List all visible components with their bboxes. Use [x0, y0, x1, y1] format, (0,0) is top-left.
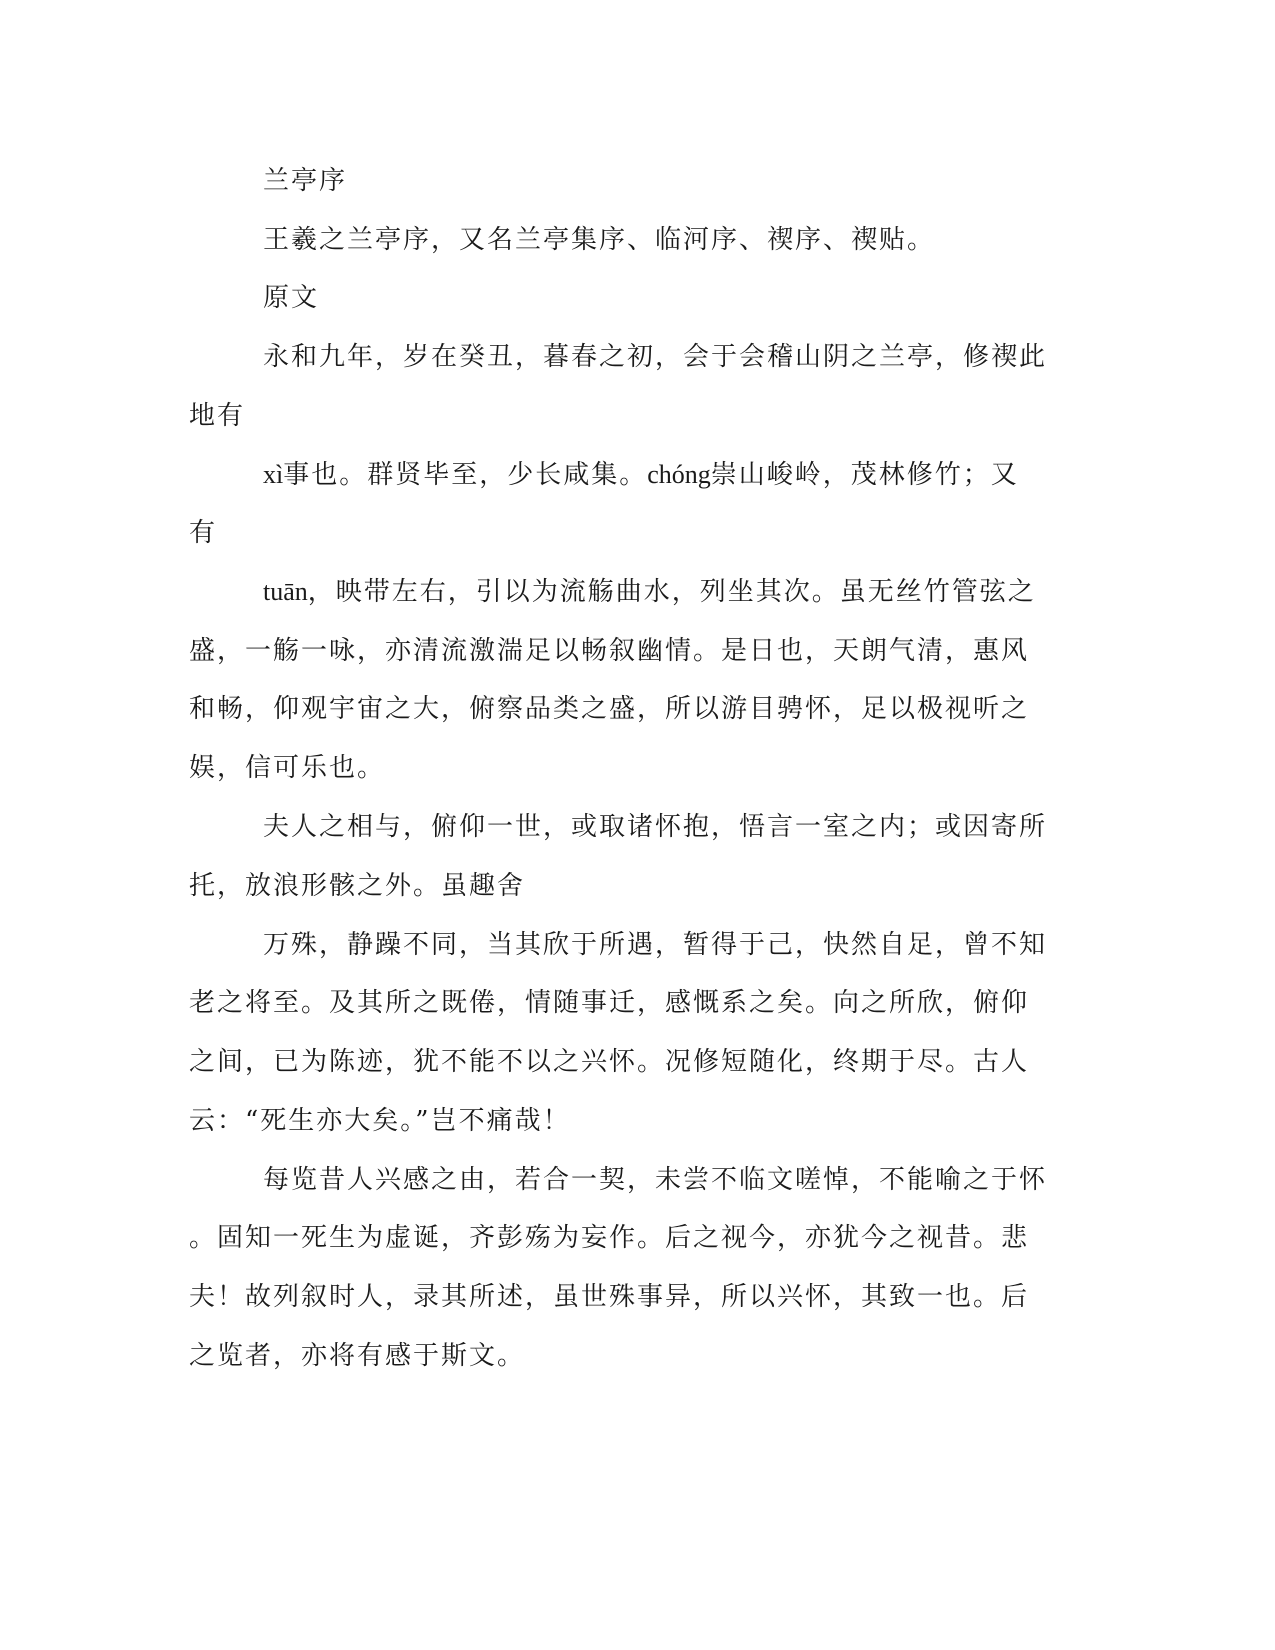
document-title: 兰亭序: [263, 166, 348, 196]
text-segment: 事也。群贤毕至，少长咸集。: [283, 460, 648, 490]
section-heading: 原文: [263, 283, 320, 313]
text-line: 夫！故列叙时人，录其所述，虽世殊事异，所以兴怀，其致一也。后: [189, 1282, 1030, 1312]
text-line: 老之将至。及其所之既倦，情随事迁，感慨系之矣。向之所欣，俯仰: [189, 988, 1030, 1018]
text-line: 之间，已为陈迹，犹不能不以之兴怀。况修短随化，终期于尽。古人: [189, 1047, 1030, 1077]
text-line: 地有: [189, 401, 246, 431]
text-line: 永和九年，岁在癸丑，暮春之初，会于会稽山阴之兰亭，修禊此: [263, 342, 1048, 372]
text-line: 每览昔人兴感之由，若合一契，未尝不临文嗟悼，不能喻之于怀: [263, 1165, 1048, 1195]
text-segment: ，映带左右，引以为流觞曲水，列坐其次。虽无丝竹管弦之: [307, 577, 1036, 607]
text-line: 之览者，亦将有感于斯文。: [189, 1341, 526, 1371]
text-line: 有: [189, 518, 218, 548]
text-line: 。固知一死生为虚诞，齐彭殇为妄作。后之视今，亦犹今之视昔。悲: [189, 1223, 1030, 1253]
text-line: 和畅，仰观宇宙之大，俯察品类之盛，所以游目骋怀，足以极视听之: [189, 694, 1030, 724]
pinyin-annotation: tuān: [263, 577, 308, 606]
intro-paragraph: 王羲之兰亭序，又名兰亭集序、临河序、禊序、禊贴。: [263, 225, 936, 255]
text-line: 盛，一觞一咏，亦清流激湍足以畅叙幽情。是日也，天朗气清，惠风: [189, 636, 1030, 666]
text-line: 夫人之相与，俯仰一世，或取诸怀抱，悟言一室之内；或因寄所: [263, 812, 1048, 842]
text-line: 万殊，静躁不同，当其欣于所遇，暂得于己，快然自足，曾不知: [263, 930, 1048, 960]
text-segment: 崇山峻岭，茂林修竹；又: [710, 460, 1019, 490]
text-line: [263, 458, 1019, 492]
text-line: 娱，信可乐也。: [189, 753, 386, 783]
pinyin-annotation: xì: [263, 460, 284, 489]
pinyin-annotation: chóng: [647, 460, 711, 489]
text-line: [263, 575, 1036, 609]
text-line: 托，放浪形骸之外。虽趣舍: [189, 871, 526, 901]
text-line: 云：“死生亦大矣。”岂不痛哉！: [189, 1106, 571, 1136]
